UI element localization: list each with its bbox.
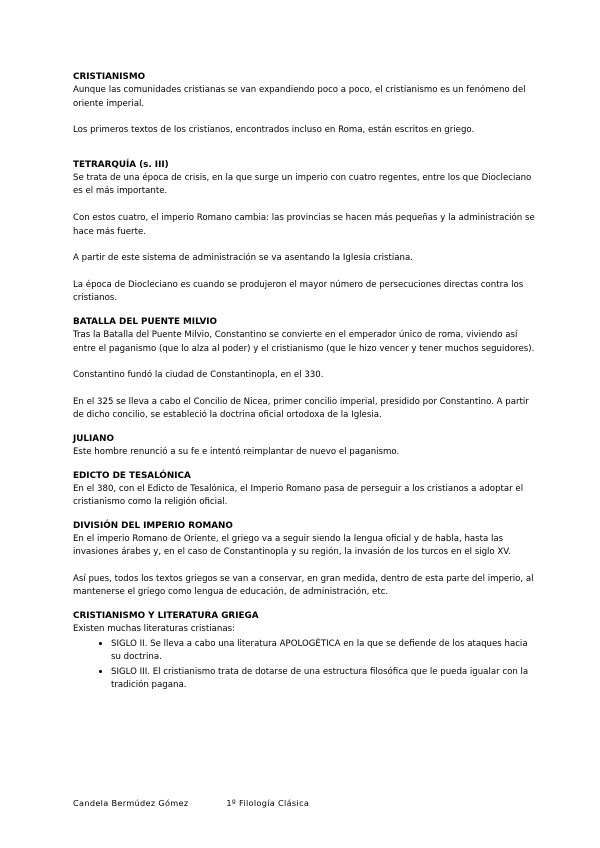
paragraph: La época de Diocleciano es cuando se produjeron el mayor número de persecuciones directas contra los cristianos. [73, 279, 524, 304]
paragraph: Constantino fundó la ciudad de Constantinopla, en el 330. [73, 370, 324, 381]
page-footer [73, 798, 309, 808]
paragraph: Así pues, todos los textos griegos se van a conservar, en gran medida, dentro de esta parte del imperio, al mantenerse el griego como lengua de educación, de administración, etc. [73, 573, 534, 598]
section-heading-cristianismo: CRISTIANISMO [73, 72, 146, 82]
document-body [73, 71, 535, 693]
paragraph: Los primeros textos de los cristianos, encontrados incluso en Roma, están escritos en griego. [73, 125, 475, 136]
section-heading-edicto: EDICTO DE TESALÓNICA [73, 470, 191, 481]
paragraph: A partir de este sistema de administración se va asentando la Iglesia cristiana. [73, 253, 413, 264]
paragraph: En el 325 se lleva a cabo el Concilio de Nicea, primer concilio imperial, presidido por Constantino. A partir de dicho concilio, se estableció la doctrina oficial ortodoxa de la Iglesia. [73, 396, 529, 421]
paragraph: Tras la Batalla del Puente Milvio, Constantino se convierte en el emperador único de roma, viviendo así entre el paganismo (que lo alza al poder) y el cristianismo (que le hizo vencer y tener muchos seguidores). [73, 329, 535, 354]
paragraph: En el imperio Romano de Oriente, el griego va a seguir siendo la lengua oficial y de habla, hasta las invasiones árabes y, en el caso de Constantinopla y su región, la invasión de los turcos en el siglo XV. [73, 533, 511, 558]
paragraph: Este hombre renunció a su fe e intentó reimplantar de nuevo el paganismo. [73, 446, 400, 457]
section-heading-batalla: BATALLA DEL PUENTE MILVIO [73, 316, 218, 327]
bullet-list [73, 637, 535, 693]
list-item: • SIGLO II. Se lleva a cabo una literatura APOLOGÉTICA en la que se defiende de los ataques hacia su doctrina. [111, 637, 535, 665]
section-heading-juliano: JULIANO [73, 433, 114, 444]
list-item: • SIGLO III. El cristianismo trata de dotarse de una estructura filosófica que le pueda igualar con la tradición pagana. [111, 665, 535, 693]
paragraph: En el 380, con el Edicto de Tesalónica, el Imperio Romano pasa de perseguir a los cristianos a adoptar el cristianismo como la religión oficial. [73, 483, 524, 508]
paragraph: Con estos cuatro, el imperio Romano cambia: las provincias se hacen más pequeñas y la administración se hace más fuerte. [73, 212, 535, 237]
paragraph: Existen muchas literaturas cristianas: [73, 624, 235, 635]
section-heading-division: DIVISIÓN DEL IMPERIO ROMANO [73, 520, 233, 531]
section-heading-literatura: CRISTIANISMO Y LITERATURA GRIEGA [73, 611, 259, 622]
section-heading-tetrarquia: TETRARQUÍA (s. III) [73, 159, 169, 170]
paragraph: Se trata de una época de crisis, en la que surge un imperio con cuatro regentes, entre los que Diocleciano es el más importante. [73, 172, 532, 197]
footer-course: 1º Filología Clásica [226, 798, 310, 808]
footer-author: Candela Bermúdez Gómez [73, 798, 189, 808]
paragraph: Aunque las comunidades cristianas se van expandiendo poco a poco, el cristianismo es un fenómeno del oriente imperial. [73, 85, 526, 109]
